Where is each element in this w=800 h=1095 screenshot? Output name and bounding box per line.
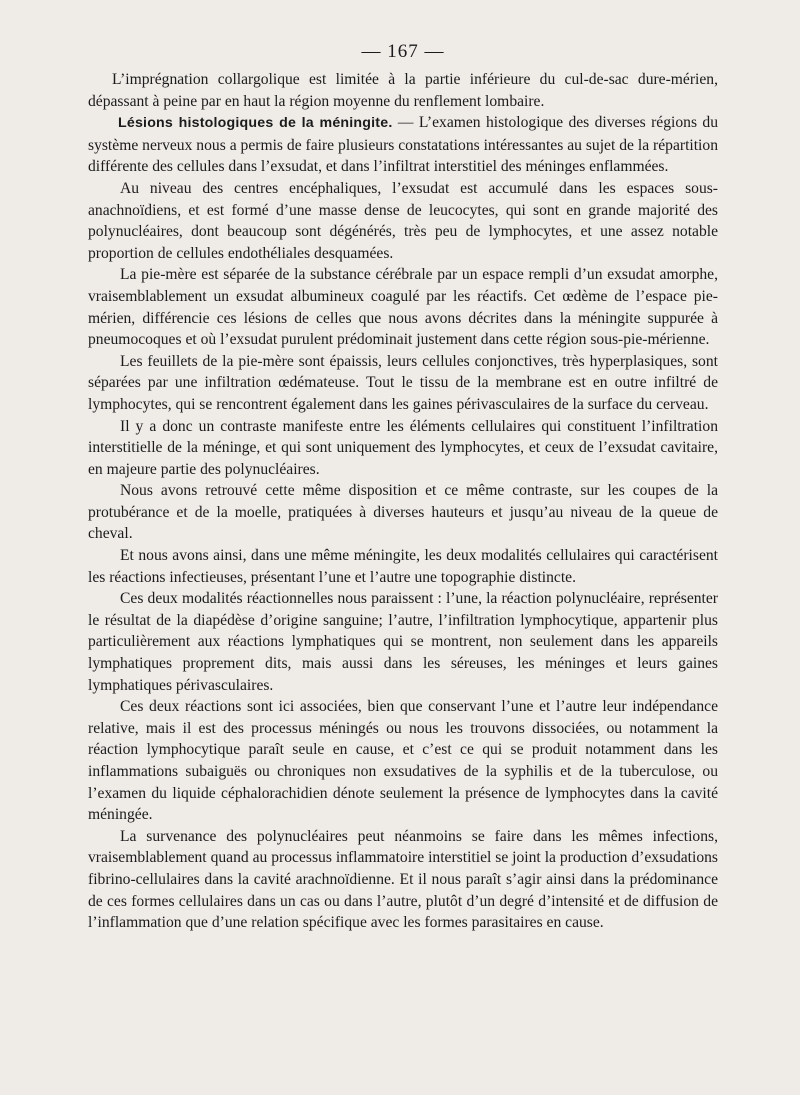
paragraph-histological-lesions-text: — L’examen histologique des diverses régions du système nerveux nous a permis de faire plusieurs constatations intéressantes au sujet de la répartition différente des cellules dans l’exsudat, et dans l’infiltrat interstitiel des méninges enflammées.: [88, 114, 718, 176]
paragraph-polynuclear-occurrence: La survenance des polynucléaires peut néanmoins se faire dans les mêmes infections, vraisemblablement quand au processus inflammatoire interstitiel se joint la production d’exsudations fibrino-cellulaires dans la cavité arachnoïdienne. Et il nous paraît s’agir ainsi dans la prédominance de ces formes cellulaires dans un cas ou dans l’autre, plutôt d’un degré d’intensité et de diffusion de l’inflammation que d’une relation spécifique avec les formes parasitaires en cause.: [88, 827, 718, 932]
paragraph-pia-mater-separation: La pie-mère est séparée de la substance cérébrale par un espace rempli d’un exsudat amorphe, vraisemblablement un exsudat albumineux coagulé par les réactifs. Cet œdème de l’espace pie-mérien, différencie ces lésions de celles que nous avons décrites dans la méningite suppurée à pneumocoques et où l’exsudat purulent prédominait justement dans cette région sous-pie-mérienne.: [88, 266, 718, 349]
paragraph-two-modalities: Et nous avons ainsi, dans une même méningite, les deux modalités cellulaires qui caractérisent les réactions infectieuses, présentant l’une et l’autre une topographie distincte.: [88, 547, 718, 586]
section-heading: Lésions histologiques de la méningite.: [118, 115, 393, 132]
paragraph-collargol: L’imprégnation collargolique est limitée à la partie inférieure du cul-de-sac dure-mérien, dépassant à peine par en haut la région moyenne du renflement lombaire.: [88, 71, 718, 110]
paragraph-encephalic-centers: Au niveau des centres encéphaliques, l’exsudat est accumulé dans les espaces sous-anachnoïdiens, et est formé d’une masse dense de leucocytes, qui sont en grande majorité des polynucléaires, dont beaucoup sont dégénérés, très peu de lymphocytes, et une assez notable proportion de cellules endothéliales desquamées.: [88, 179, 718, 262]
paragraph-pia-mater-layers: Les feuillets de la pie-mère sont épaissis, leurs cellules conjonctives, très hyperplasiques, sont séparées par une infiltration œdémateuse. Tout le tissu de la membrane est en outre infiltré de lymphocytes, qui se rencontrent également dans les gaines périvasculaires de la surface du cerveau.: [88, 352, 718, 413]
page-number: — 167 —: [361, 41, 445, 62]
paragraph-reactional-modalities: Ces deux modalités réactionnelles nous paraissent : l’une, la réaction polynucléaire, représenter le résultat de la diapédèse d’origine sanguine; l’autre, l’infiltration lymphocytique, appartenir plus particulièrement aux réactions lymphatiques qui se montrent, non seulement dans les appareils lymphatiques proprement dits, mais aussi dans les séreuses, les méninges et leurs gaines lymphatiques périvasculaires.: [88, 590, 718, 694]
paragraph-contrast: Il y a donc un contraste manifeste entre les éléments cellulaires qui constituent l’infiltration interstitielle de la méninge, et qui sont uniquement des lymphocytes, et ceux de l’exsudat cavitaire, en majeure partie des polynucléaires.: [88, 417, 718, 478]
paragraph-histological-lesions: [88, 112, 718, 178]
paragraph-associated-reactions: Ces deux réactions sont ici associées, bien que conservant l’une et l’autre leur indépendance relative, mais il est des processus méningés ou nous les trouvons dissociées, ou notamment la réaction lymphocytique paraît seule en cause, et c’est ce qui se produit notamment dans les inflammations subaiguës ou chroniques non exsudatives de la syphilis et de la tuberculose, ou l’examen du liquide céphalorachidien dénote seulement la présence de lymphocytes dans la cavité méningée.: [88, 698, 718, 824]
paragraph-same-disposition: Nous avons retrouvé cette même disposition et ce même contraste, sur les coupes de la protubérance et de la moelle, pratiquées à diverses hauteurs et jusqu’au niveau de la queue de cheval.: [88, 482, 718, 543]
